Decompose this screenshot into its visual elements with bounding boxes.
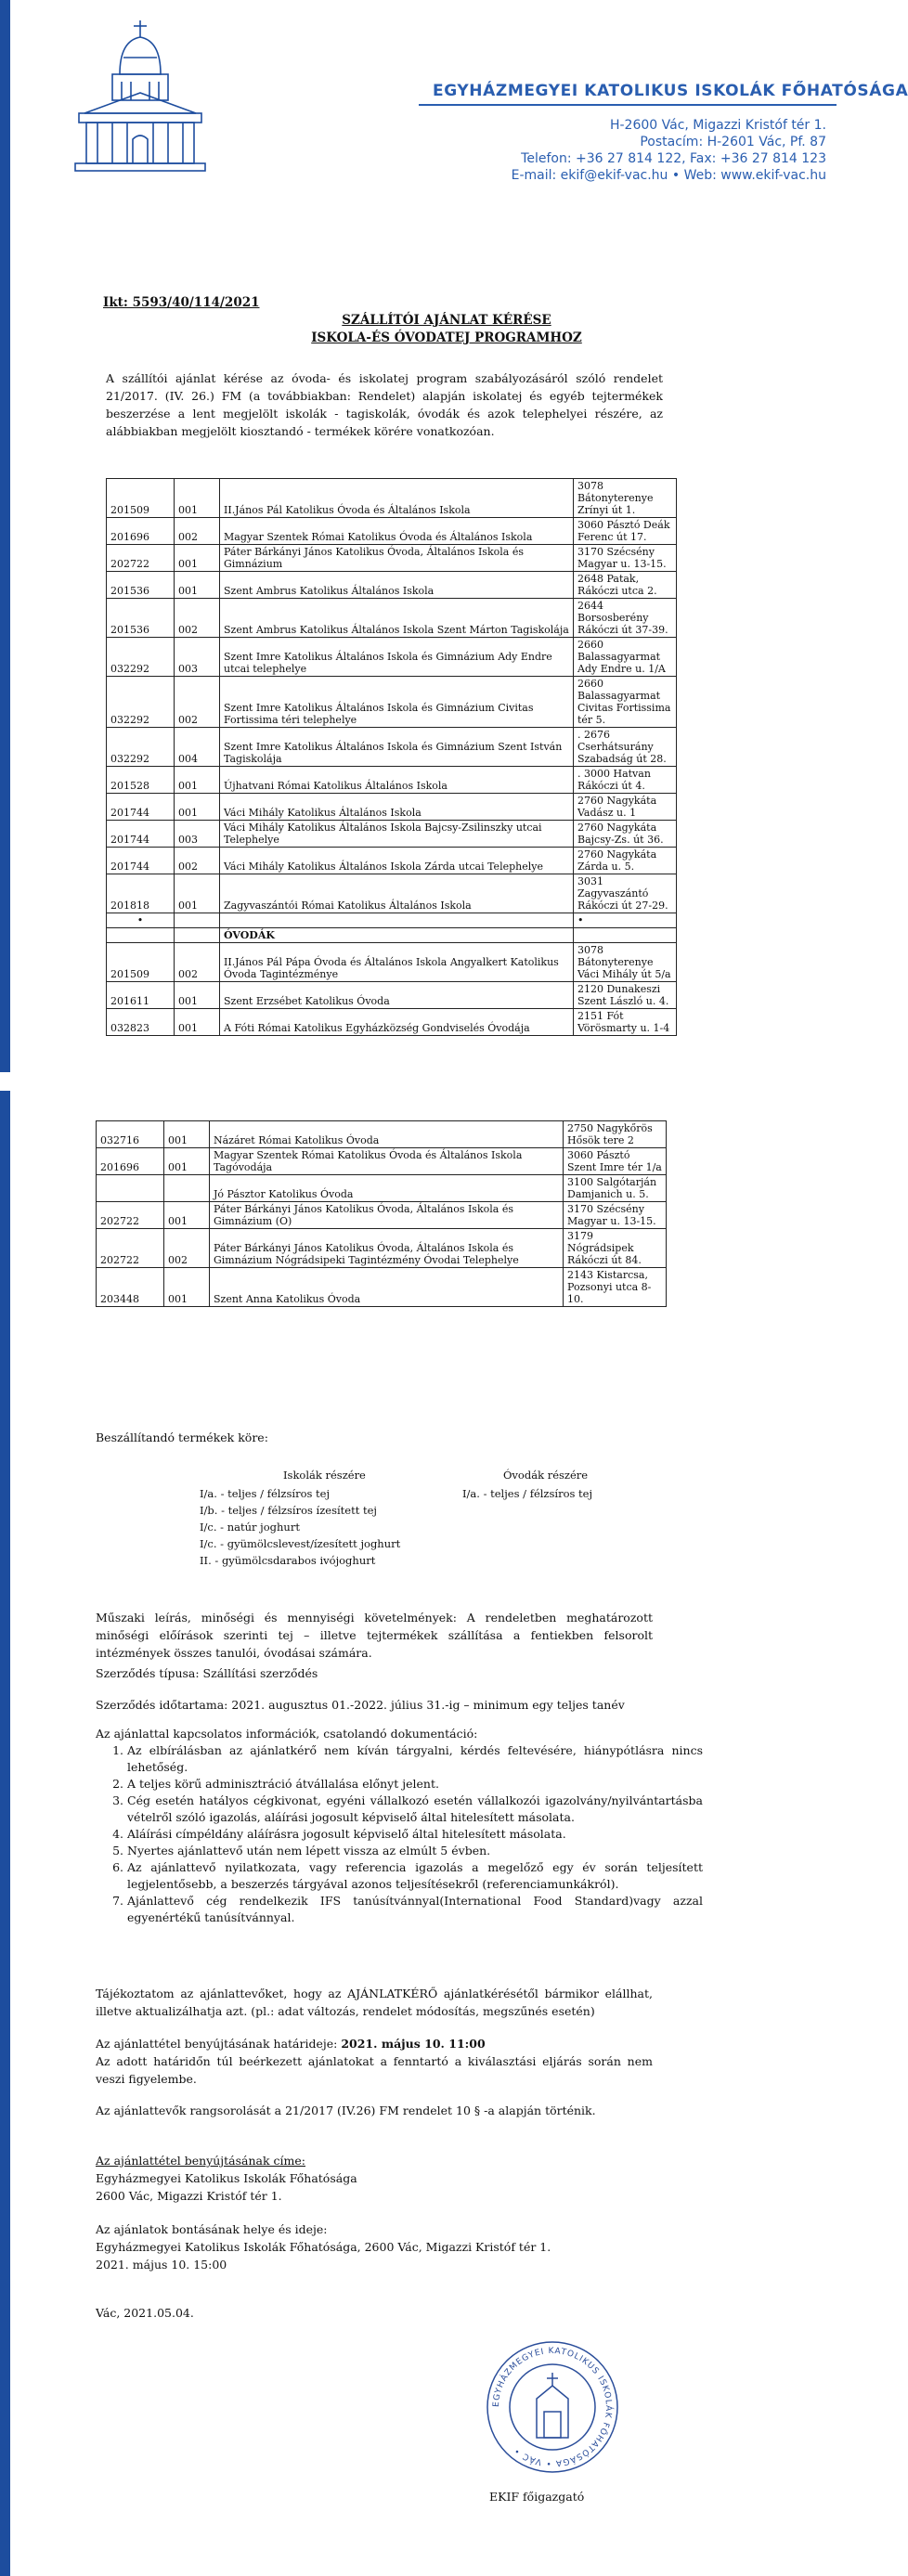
om-code: 201509	[107, 479, 175, 518]
institution-name: II.János Pál Pápa Óvoda és Általános Iskola Angyalkert Katolikus Óvoda Tagintézménye	[220, 943, 574, 982]
document-item: 1. Az elbírálásban az ajánlatkérő nem kíván tárgyalni, kérdés feltevésére, hiánypótlásra nincs lehetőség.	[127, 1742, 703, 1776]
product-item: I/a. - teljes / félzsíros tej	[200, 1487, 331, 1500]
table-row	[107, 479, 677, 518]
table-row	[107, 638, 677, 677]
table-row	[107, 982, 677, 1009]
institution-address: 2151 Fót Vörösmarty u. 1-4	[574, 1009, 677, 1036]
om-code: 203448	[97, 1268, 164, 1307]
table-row	[97, 1175, 667, 1202]
om-code: 201611	[107, 982, 175, 1009]
site-code: 001	[175, 767, 220, 794]
document-item: 6. Az ajánlattevő nyilatkozata, vagy referencia igazolás a megelőző egy év során teljesített legjelentősebb, a beszerzés tárgyával azonos teljesítésekről (referenciamunkákról).	[127, 1859, 703, 1893]
om-code: 202722	[97, 1202, 164, 1229]
institution-address: 3170 Szécsény Magyar u. 13-15.	[574, 545, 677, 572]
table-row	[107, 572, 677, 599]
institution-name: Szent Ambrus Katolikus Általános Iskola Szent Márton Tagiskolája	[220, 599, 574, 638]
om-code: 201744	[107, 794, 175, 821]
institution-name: Jó Pásztor Katolikus Óvoda	[210, 1175, 564, 1202]
institution-name: Szent Imre Katolikus Általános Iskola és Gimnázium Ady Endre utcai telephelye	[220, 638, 574, 677]
schools-table	[106, 478, 677, 1036]
technical-requirements: Műszaki leírás, minőségi és mennyiségi követelmények: A rendeletben meghatározott minőségi előírások szerinti tej – illetve tejtermékek szállítása a fentiekben felsorolt intézmények összes tanulói, óvodásai számára.	[96, 1611, 653, 1660]
document-item: 5. Nyertes ajánlattevő után nem lépett vissza az elmúlt 5 évben.	[127, 1843, 703, 1859]
site-code: 001	[175, 479, 220, 518]
om-code: 032292	[107, 677, 175, 728]
table-row	[107, 848, 677, 874]
institution-address: 3031 Zagyvaszántó Rákóczi út 27-29.	[574, 874, 677, 913]
institution-name	[220, 913, 574, 928]
submission-heading: Az ajánlattétel benyújtásának címe:	[96, 2154, 305, 2168]
institution-address: 2143 Kistarcsa, Pozsonyi utca 8-10.	[564, 1268, 667, 1307]
institution-address: 2760 Nagykáta Vadász u. 1	[574, 794, 677, 821]
table-row	[97, 1202, 667, 1229]
om-code: •	[107, 913, 175, 928]
institution-name: Váci Mihály Katolikus Általános Iskola	[220, 794, 574, 821]
intro-paragraph: A szállítói ajánlat kérése az óvoda- és iskolatej program szabályozásáról szóló rendelet 21/2017. (IV. 26.) FM (a továbbiakban: Rendelet) alapján iskolatej és egyéb tejtermékek beszerzése a lent megjelölt iskolák - tagiskolák, óvodák és azok telephelyei részére, az alábbiakban megjelölt kiosztandó - termékek körére vonatkozóan.	[106, 371, 663, 438]
institution-name: Magyar Szentek Római Katolikus Óvoda és Általános Iskola	[220, 518, 574, 545]
institution-name: Páter Bárkányi János Katolikus Óvoda, Általános Iskola és Gimnázium Nógrádsipeki Tagintézmény Óvodai Telephelye	[210, 1229, 564, 1268]
om-code: 202722	[97, 1229, 164, 1268]
date-line: Vác, 2021.05.04.	[96, 2306, 194, 2320]
table-row	[107, 518, 677, 545]
institution-address: 3100 Salgótarján Damjanich u. 5.	[564, 1175, 667, 1202]
schools-products-list	[200, 1485, 400, 1569]
institution-name: Páter Bárkányi János Katolikus Óvoda, Általános Iskola és Gimnázium	[220, 545, 574, 572]
om-code: 201536	[107, 599, 175, 638]
page-gap	[0, 1072, 843, 1091]
institution-address: 3060 Pásztó Szent Imre tér 1/a	[564, 1148, 667, 1175]
kindergartens-table	[96, 1120, 667, 1307]
site-code	[175, 913, 220, 928]
institution-name: Názáret Római Katolikus Óvoda	[210, 1121, 564, 1148]
institution-address: •	[574, 913, 677, 928]
institution-address: . 3000 Hatvan Rákóczi út 4.	[574, 767, 677, 794]
om-code: 201744	[107, 848, 175, 874]
contract-period: Szerződés időtartama: 2021. augusztus 01.-2022. július 31.-ig – minimum egy teljes tanév	[96, 1698, 625, 1712]
site-code	[164, 1175, 210, 1202]
institution-address: 2648 Patak, Rákóczi utca 2.	[574, 572, 677, 599]
site-code: 001	[175, 1009, 220, 1036]
om-code	[107, 928, 175, 943]
institution-address	[574, 928, 677, 943]
institution-address: 3170 Szécsény Magyar u. 13-15.	[564, 1202, 667, 1229]
submission-line1: Egyházmegyei Katolikus Iskolák Főhatósága	[96, 2171, 357, 2185]
site-code: 002	[164, 1229, 210, 1268]
opening-heading: Az ajánlatok bontásának helye és ideje:	[96, 2222, 328, 2236]
kindergarten-products-heading: Óvodák részére	[503, 1469, 589, 1482]
institution-address: 2120 Dunakeszi Szent László u. 4.	[574, 982, 677, 1009]
kindergarten-products-list	[462, 1485, 592, 1502]
doc-title: SZÁLLÍTÓI AJÁNLAT KÉRÉSE	[342, 313, 551, 328]
table-row	[107, 599, 677, 638]
product-item: II. - gyümölcsdarabos ivójoghurt	[200, 1554, 376, 1567]
om-code: 201509	[107, 943, 175, 982]
institution-address: 3078 Bátonyterenye Zrínyi út 1.	[574, 479, 677, 518]
document-item: 3. Cég esetén hatályos cégkivonat, egyéni vállalkozó esetén vállalkozói igazolvány/nyilvántartásba vételről szóló igazolás, aláírási jogosult képviselő által hitelesített másolata.	[127, 1793, 703, 1826]
products-heading: Beszállítandó termékek köre:	[96, 1430, 268, 1444]
late-note: Az adott határidőn túl beérkezett ajánlatokat a fenntartó a kiválasztási eljárás során nem veszi figyelembe.	[96, 2054, 653, 2086]
institution-name: A Fóti Római Katolikus Egyházközség Gondviselés Óvodája	[220, 1009, 574, 1036]
deadline-label: Az ajánlattétel benyújtásának határideje:	[96, 2037, 342, 2051]
product-item: I/c. - gyümölcslevest/ízesített joghurt	[200, 1537, 401, 1550]
institution-address: 2644 Borsosberény Rákóczi út 37-39.	[574, 599, 677, 638]
table-row	[97, 1229, 667, 1268]
site-code: 003	[175, 638, 220, 677]
om-code: 201528	[107, 767, 175, 794]
schools-products-heading: Iskolák részére	[283, 1469, 366, 1482]
reference-number: Ikt: 5593/40/114/2021	[103, 295, 260, 310]
site-code: 002	[175, 848, 220, 874]
institution-name: II.János Pál Katolikus Óvoda és Általános Iskola	[220, 479, 574, 518]
contract-type: Szerződés típusa: Szállítási szerződés	[96, 1666, 318, 1680]
institution-name: Szent Ambrus Katolikus Általános Iskola	[220, 572, 574, 599]
om-code: 202722	[107, 545, 175, 572]
document-item: 2. A teljes körű adminisztráció átvállalása előnyt jelent.	[127, 1776, 703, 1793]
ranking-note: Az ajánlattevők rangsorolását a 21/2017 (IV.26) FM rendelet 10 § -a alapján történik.	[96, 2104, 596, 2117]
institution-address: 3179 Nógrádsipek Rákóczi út 84.	[564, 1229, 667, 1268]
site-code: 001	[164, 1202, 210, 1229]
om-code: 032292	[107, 638, 175, 677]
deadline-value: 2021. május 10. 11:00	[341, 2037, 486, 2051]
site-code: 003	[175, 821, 220, 848]
header-postal: Postacím: H-2601 Vác, Pf. 87	[640, 135, 826, 149]
om-code: 201696	[107, 518, 175, 545]
om-code: 201818	[107, 874, 175, 913]
document-item: 7. Ajánlattevő cég rendelkezik IFS tanúsítvánnyal(International Food Standard)vagy azzal egyenértékű tanúsítvánnyal.	[127, 1893, 703, 1926]
documents-list	[96, 1742, 703, 1926]
site-code: 002	[175, 599, 220, 638]
site-code: 001	[175, 794, 220, 821]
site-code: 001	[175, 874, 220, 913]
table-row	[107, 677, 677, 728]
om-code: 032292	[107, 728, 175, 767]
signature: EKIF főigazgató	[489, 2490, 585, 2504]
institution-address: 3060 Pásztó Deák Ferenc út 17.	[574, 518, 677, 545]
information-paragraph: Tájékoztatom az ajánlattevőket, hogy az AJÁNLATKÉRŐ ajánlatkérésétől bármikor elállhat, illetve aktualizálhatja azt. (pl.: adat változás, rendelet módosítás, megszűnés esetén)	[96, 1987, 653, 2018]
institution-name: Váci Mihály Katolikus Általános Iskola Zárda utcai Telephelye	[220, 848, 574, 874]
table-row	[107, 794, 677, 821]
product-item: I/b. - teljes / félzsíros ízesített tej	[200, 1504, 377, 1517]
om-code: 032823	[107, 1009, 175, 1036]
table-row	[107, 545, 677, 572]
documents-intro: Az ajánlattal kapcsolatos információk, csatolandó dokumentáció:	[96, 1727, 478, 1741]
opening-line2: 2021. május 10. 15:00	[96, 2258, 227, 2272]
deadline	[96, 2035, 653, 2052]
site-code: 001	[164, 1121, 210, 1148]
site-code: 001	[164, 1148, 210, 1175]
page-one	[0, 0, 908, 1072]
table-row	[107, 874, 677, 913]
site-code: 002	[175, 943, 220, 982]
site-code: 002	[175, 518, 220, 545]
header-email-web: E-mail: ekif@ekif-vac.hu • Web: www.ekif-vac.hu	[511, 168, 826, 183]
institution-name: Szent Erzsébet Katolikus Óvoda	[220, 982, 574, 1009]
institution-address: 2760 Nagykáta Bajcsy-Zs. út 36.	[574, 821, 677, 848]
table-row	[107, 943, 677, 982]
site-code: 004	[175, 728, 220, 767]
table-row	[97, 1148, 667, 1175]
institution-name: Váci Mihály Katolikus Általános Iskola Bajcsy-Zsilinszky utcai Telephelye	[220, 821, 574, 848]
site-code: 001	[164, 1268, 210, 1307]
document-item: 4. Aláírási címpéldány aláírásra jogosult képviselő által hitelesített másolata.	[127, 1826, 703, 1843]
institution-name: Zagyvaszántói Római Katolikus Általános Iskola	[220, 874, 574, 913]
church-logo	[66, 17, 214, 175]
institution-name: Újhatvani Római Katolikus Általános Iskola	[220, 767, 574, 794]
header-phone: Telefon: +36 27 814 122, Fax: +36 27 814 123	[521, 151, 826, 166]
site-code: 001	[175, 572, 220, 599]
table-row	[107, 821, 677, 848]
institution-name: Magyar Szentek Római Katolikus Óvoda és Általános Iskola Tagóvodája	[210, 1148, 564, 1175]
submission-line2: 2600 Vác, Migazzi Kristóf tér 1.	[96, 2189, 282, 2203]
svg-text:EGYHÁZMEGYEI KATOLIKUS ISKOLÁK: EGYHÁZMEGYEI KATOLIKUS ISKOLÁK FŐHATÓSÁGA • VÁC •	[491, 2346, 614, 2468]
institution-address: 2660 Balassagyarmat Civitas Fortissima tér 5.	[574, 677, 677, 728]
table-row	[97, 1121, 667, 1148]
doc-subtitle: ISKOLA-ÉS ÓVODATEJ PROGRAMHOZ	[311, 330, 582, 345]
header-address: H-2600 Vác, Migazzi Kristóf tér 1.	[609, 118, 826, 133]
header-rule	[419, 104, 837, 106]
product-item: I/c. - natúr joghurt	[200, 1521, 300, 1534]
institution-name: Szent Anna Katolikus Óvoda	[210, 1268, 564, 1307]
product-item: I/a. - teljes / félzsíros tej	[462, 1487, 593, 1500]
site-code: 002	[175, 677, 220, 728]
om-code: 201536	[107, 572, 175, 599]
table-row	[107, 728, 677, 767]
opening-line1: Egyházmegyei Katolikus Iskolák Főhatósága, 2600 Vác, Migazzi Kristóf tér 1.	[96, 2240, 551, 2254]
official-stamp	[483, 2337, 622, 2477]
table-row	[107, 1009, 677, 1036]
institution-address: 2750 Nagykőrös Hősök tere 2	[564, 1121, 667, 1148]
institution-address: 2760 Nagykáta Zárda u. 5.	[574, 848, 677, 874]
institution-name: Páter Bárkányi János Katolikus Óvoda, Általános Iskola és Gimnázium (O)	[210, 1202, 564, 1229]
site-code	[175, 928, 220, 943]
institution-address: 2660 Balassagyarmat Ady Endre u. 1/A	[574, 638, 677, 677]
institution-name: ÓVODÁK	[220, 928, 574, 943]
table-row	[107, 767, 677, 794]
om-code: 032716	[97, 1121, 164, 1148]
institution-name: Szent Imre Katolikus Általános Iskola és Gimnázium Civitas Fortissima téri telephelye	[220, 677, 574, 728]
institution-address: 3078 Bátonyterenye Váci Mihály út 5/a	[574, 943, 677, 982]
institution-name: Szent Imre Katolikus Általános Iskola és Gimnázium Szent István Tagiskolája	[220, 728, 574, 767]
site-code: 001	[175, 545, 220, 572]
site-code: 001	[175, 982, 220, 1009]
om-code: 201744	[107, 821, 175, 848]
table-row	[107, 913, 677, 928]
org-name: EGYHÁZMEGYEI KATOLIKUS ISKOLÁK FŐHATÓSÁGA	[433, 82, 908, 100]
om-code	[97, 1175, 164, 1202]
table-row	[97, 1268, 667, 1307]
institution-address: . 2676 Cserhátsurány Szabadság út 28.	[574, 728, 677, 767]
om-code: 201696	[97, 1148, 164, 1175]
table-row	[107, 928, 677, 943]
